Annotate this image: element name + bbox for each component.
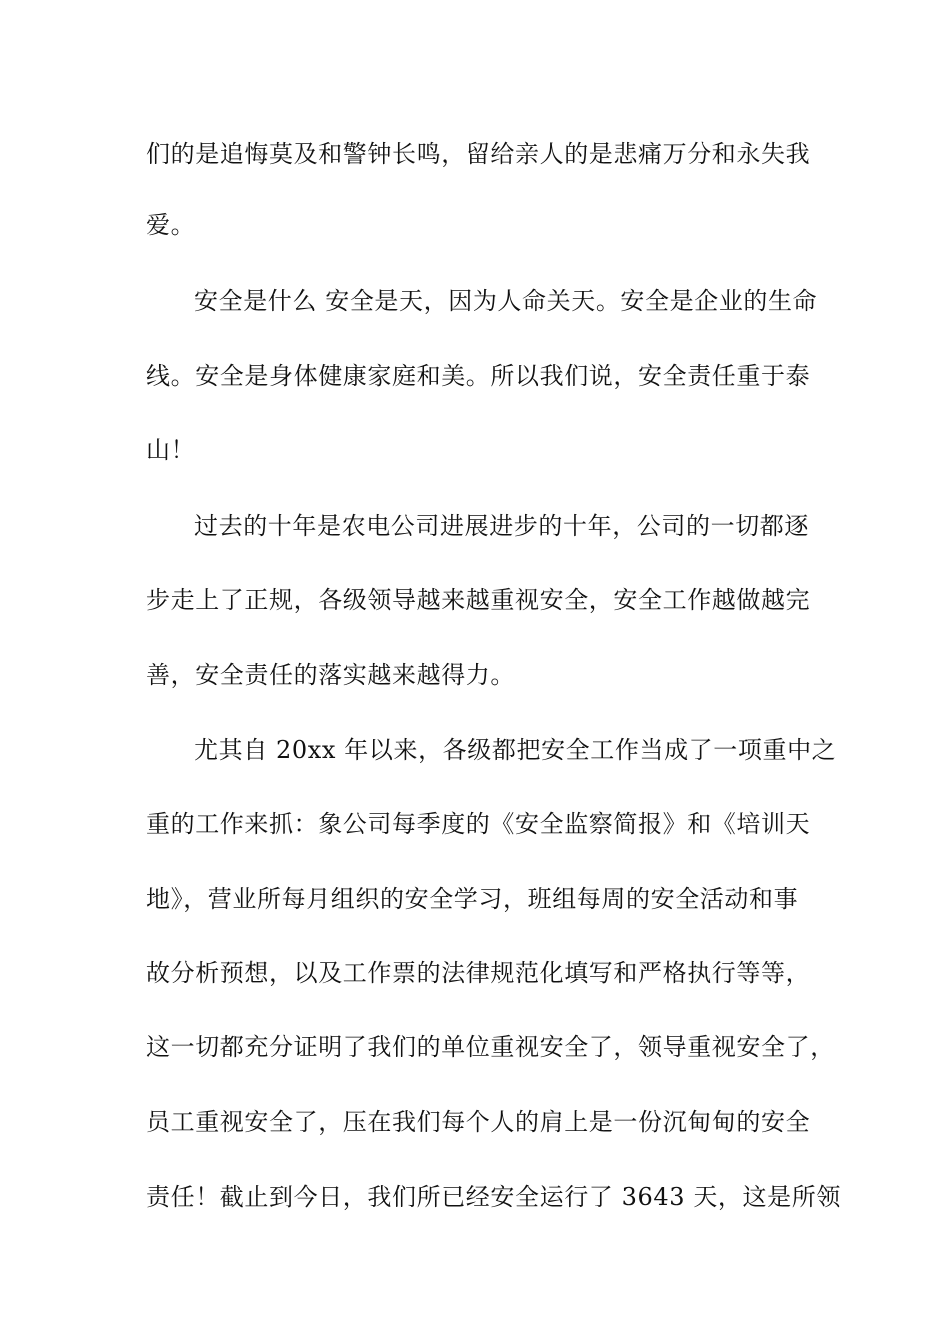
text-line: 们的是追悔莫及和警钟长鸣，留给亲人的是悲痛万分和永失我 — [146, 140, 811, 168]
text-line: 故分析预想，以及工作票的法律规范化填写和严格执行等等， — [146, 959, 811, 987]
text-line: 爱。 — [146, 211, 196, 239]
paragraph-first-line: 尤其自 20xx 年以来，各级都把安全工作当成了一项重中之 — [194, 736, 837, 764]
paragraph-first-line: 安全是什么 安全是天，因为人命关天。安全是企业的生命 — [194, 287, 818, 315]
paragraph-first-line: 过去的十年是农电公司进展进步的十年，公司的一切都逐 — [194, 512, 809, 540]
text-line: 山！ — [146, 436, 196, 464]
text-line: 善，安全责任的落实越来越得力。 — [146, 661, 515, 689]
text-line: 重的工作来抓：象公司每季度的《安全监察简报》和《培训天 — [146, 810, 811, 838]
text-line: 责任！截止到今日，我们所已经安全运行了 3643 天，这是所领 — [146, 1183, 841, 1211]
text-line: 步走上了正规，各级领导越来越重视安全，安全工作越做越完 — [146, 586, 811, 614]
text-line: 线。安全是身体健康家庭和美。所以我们说，安全责任重于泰 — [146, 362, 811, 390]
text-line: 地》，营业所每月组织的安全学习，班组每周的安全活动和事 — [146, 885, 799, 913]
text-line: 员工重视安全了，压在我们每个人的肩上是一份沉甸甸的安全 — [146, 1108, 811, 1136]
text-line: 这一切都充分证明了我们的单位重视安全了，领导重视安全了， — [146, 1033, 835, 1061]
